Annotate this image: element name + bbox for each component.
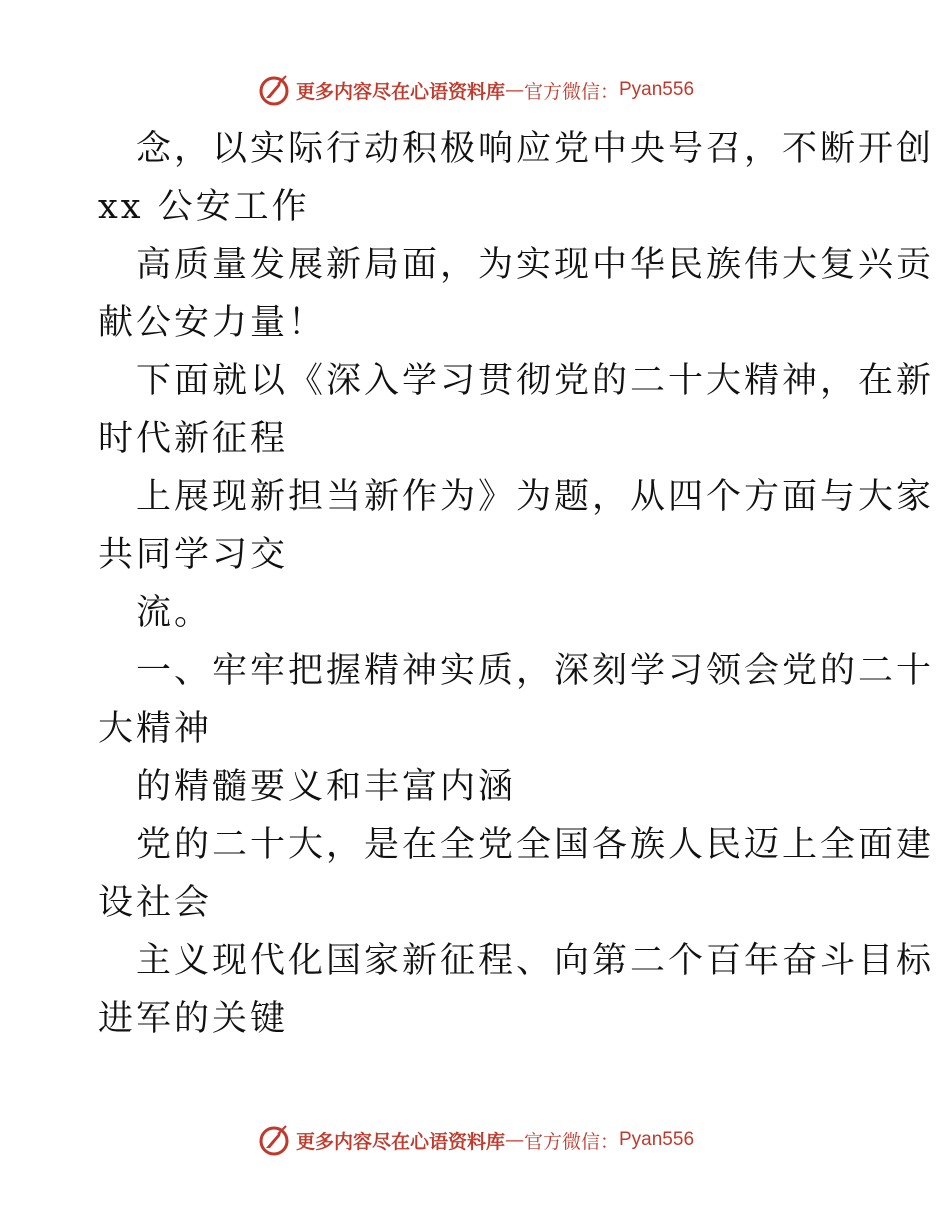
watermark-sub-text: 官方微信： — [523, 80, 619, 103]
quill-logo-icon — [256, 72, 292, 108]
footer-watermark — [0, 1120, 950, 1160]
text-line: 流。 — [136, 593, 213, 633]
text-line: 上展现新担当新作为》为题，从四个方面与大家 — [136, 477, 935, 517]
header-watermark — [0, 70, 950, 110]
text-line: xx 公安工作 — [98, 187, 310, 227]
watermark-sub-text: 官方微信： — [523, 1130, 619, 1153]
text-line: 念，以实际行动积极响应党中央号召，不断开创 — [136, 129, 935, 169]
watermark-id: Pyan556 — [619, 79, 695, 100]
text-line: 大精神 — [98, 709, 213, 749]
document-body — [98, 120, 935, 1048]
watermark-main-text: 更多内容尽在心语资料库 — [295, 1130, 505, 1153]
text-line: 的精髓要义和丰富内涵 — [136, 767, 517, 807]
text-line: 进军的关键 — [98, 999, 289, 1039]
watermark-main-text: 更多内容尽在心语资料库 — [295, 80, 505, 103]
watermark-id: Pyan556 — [619, 1129, 695, 1150]
text-line: 一、牢牢把握精神实质，深刻学习领会党的二十 — [136, 651, 935, 691]
quill-logo-icon — [256, 1122, 292, 1158]
text-line: 主义现代化国家新征程、向第二个百年奋斗目标 — [136, 941, 935, 981]
watermark-dash: — — [504, 1129, 524, 1151]
text-line: 下面就以《深入学习贯彻党的二十大精神，在新 — [136, 361, 935, 401]
text-line: 共同学习交 — [98, 535, 289, 575]
text-line: 设社会 — [98, 883, 213, 923]
text-line: 党的二十大，是在全党全国各族人民迈上全面建 — [136, 825, 935, 865]
watermark-dash: — — [504, 79, 524, 101]
text-line: 献公安力量！ — [98, 303, 327, 343]
text-line: 时代新征程 — [98, 419, 289, 459]
text-line: 高质量发展新局面，为实现中华民族伟大复兴贡 — [136, 245, 935, 285]
